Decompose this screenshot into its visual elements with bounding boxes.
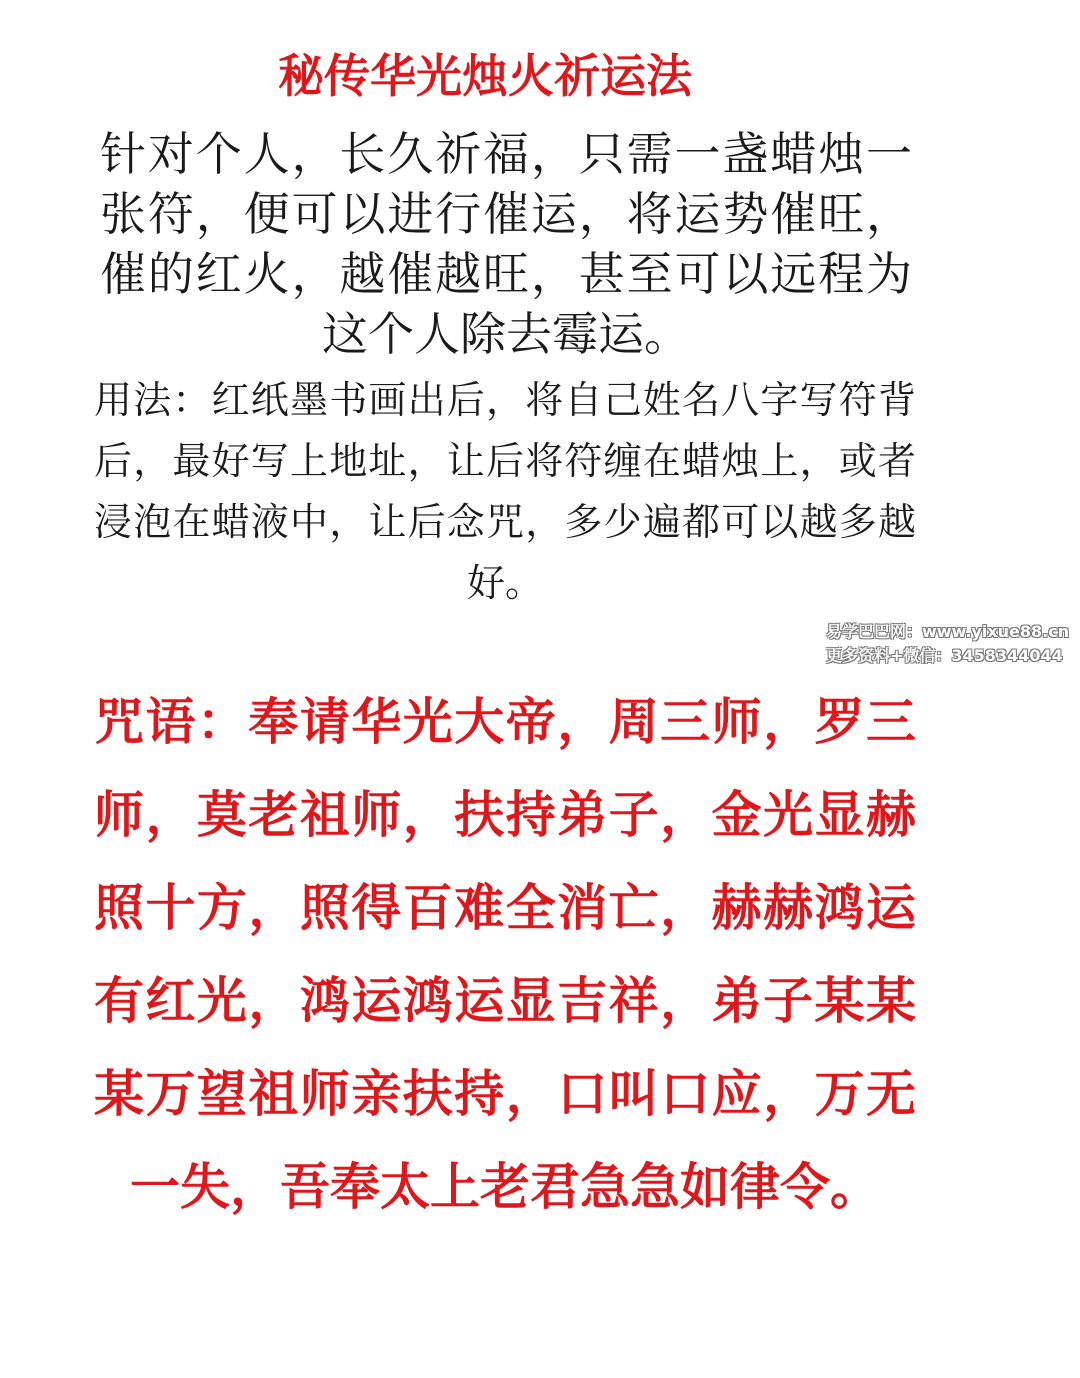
intro-line: 张符，便可以进行催运，将运势催旺， [100,187,912,241]
usage-paragraph [94,370,916,614]
usage-line: 后，最好写上地址，让后将符缠在蜡烛上，或者 [94,439,916,483]
watermark-site: 易学巴巴网：www.yixue88.cn [826,622,1070,641]
spell-line: 某万望祖师亲扶持，口叫口应，万无 [94,1065,916,1123]
document-title: 秘传华光烛火祈运法 [278,49,692,103]
intro-line: 催的红火，越催越旺，甚至可以远程为 [100,247,912,301]
usage-line: 浸泡在蜡液中，让后念咒，多少遍都可以越多越 [94,500,916,544]
intro-line: 这个人除去霉运。 [322,307,690,361]
watermark [826,620,1069,668]
spell-paragraph [94,676,916,1234]
intro-paragraph [100,124,912,364]
spell-line: 一失，吾奉太上老君急急如律令。 [130,1158,880,1216]
spell-line: 师，莫老祖师，扶持弟子，金光显赫 [94,786,916,844]
usage-line: 好。 [466,561,543,605]
spell-line: 有红光，鸿运鸿运显吉祥，弟子某某 [94,972,916,1030]
spell-line: 照十方，照得百难全消亡，赫赫鸿运 [94,879,916,937]
intro-line: 针对个人，长久祈福，只需一盏蜡烛一 [100,127,912,181]
spell-line: 咒语：奉请华光大帝，周三师，罗三 [94,693,916,751]
watermark-contact: 更多资料+微信：3458344044 [826,646,1063,665]
usage-line: 用法：红纸墨书画出后，将自己姓名八字写符背 [94,378,916,422]
